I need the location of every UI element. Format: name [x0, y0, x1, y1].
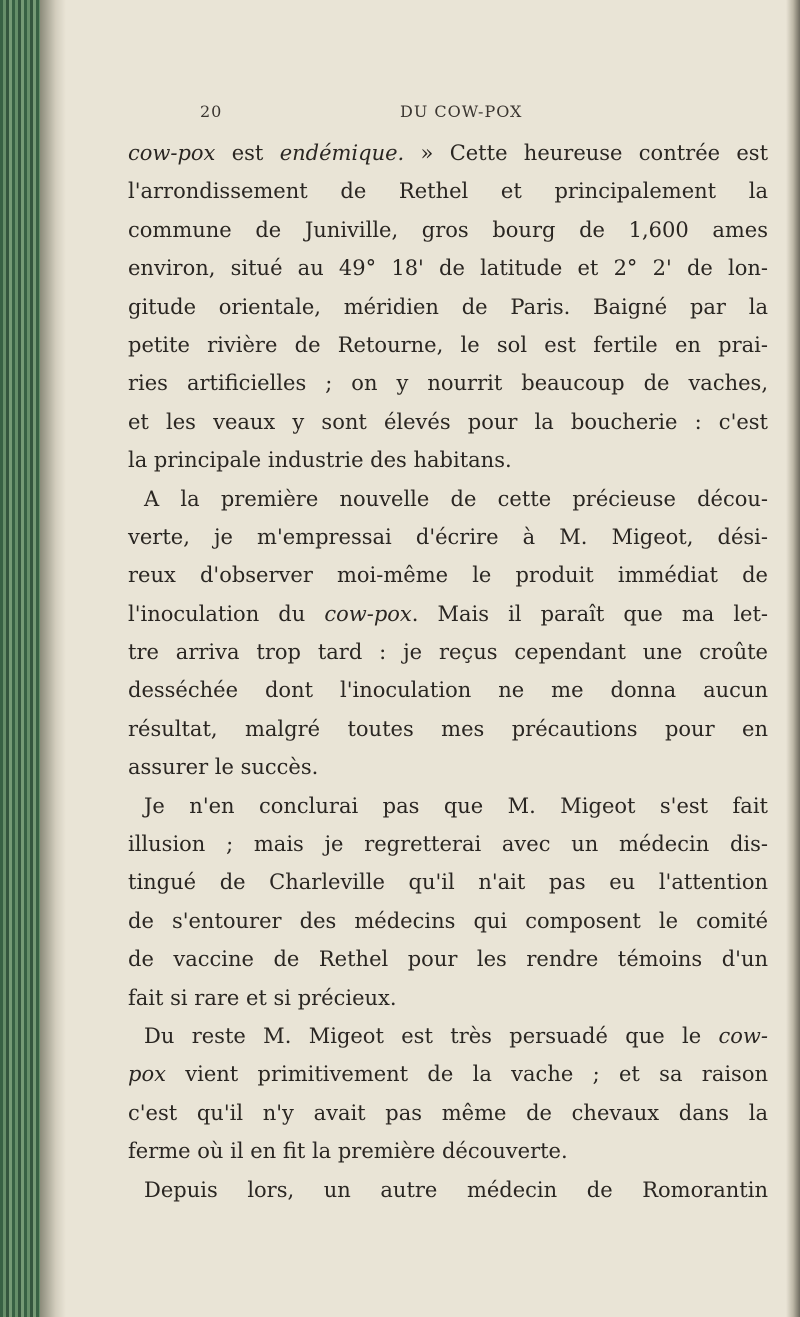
text-line: cow-pox est endémique. » Cette heureuse contrée est	[128, 141, 769, 165]
text-line: l'inoculation du cow-pox. Mais il paraît que ma let-	[128, 601, 768, 626]
page-header	[128, 102, 768, 132]
text-line: pox vient primitivement de la vache ; et sa raison	[128, 1062, 768, 1087]
text-line: reux d'observer moi-même le produit immédiat de	[128, 563, 768, 588]
text-line: l'arrondissement de Rethel et principalement la	[128, 179, 768, 204]
text-line: de vaccine de Rethel pour les rendre témoins d'un	[128, 947, 768, 972]
text-line: environ, situé au 49° 18' de latitude et 2° 2' de lon-	[128, 256, 768, 281]
text-line: illusion ; mais je regretterai avec un médecin dis-	[128, 832, 768, 857]
text-line: tingué de Charleville qu'il n'ait pas eu l'attention	[128, 870, 768, 895]
text-line: Depuis lors, un autre médecin de Romorantin	[144, 1177, 768, 1202]
text-line: ferme où il en fit la première découverte.	[128, 1139, 568, 1164]
text-line: commune de Juniville, gros bourg de 1,600 ames	[128, 217, 768, 242]
text-line: verte, je m'empressai d'écrire à M. Migeot, dési-	[128, 524, 768, 549]
page-number: 20	[200, 102, 223, 121]
text-line: c'est qu'il n'y avait pas même de chevaux dans la	[128, 1100, 768, 1125]
text-line: petite rivière de Retourne, le sol est fertile en prai-	[128, 332, 768, 357]
text-line: Je n'en conclurai pas que M. Migeot s'est fait	[144, 793, 768, 818]
text-line: gitude orientale, méridien de Paris. Baigné par la	[128, 294, 768, 319]
text-line: ries artificielles ; on y nourrit beaucoup de vaches,	[128, 371, 768, 396]
text-line: fait si rare et si précieux.	[128, 985, 397, 1010]
page-edge-shadow	[786, 0, 800, 1317]
text-line: tre arriva trop tard : je reçus cependant une croûte	[128, 640, 768, 665]
body-text	[128, 134, 768, 1209]
text-line: et les veaux y sont élevés pour la boucherie : c'est	[128, 409, 768, 434]
text-line: la principale industrie des habitans.	[128, 448, 512, 473]
text-line: de s'entourer des médecins qui composent le comité	[128, 908, 768, 933]
book-page	[128, 102, 768, 1209]
text-line: assurer le succès.	[128, 755, 319, 780]
running-head: DU COW-POX	[400, 102, 523, 121]
text-line: A la première nouvelle de cette précieuse décou-	[144, 486, 768, 511]
book-spine-binding	[0, 0, 40, 1317]
text-line: desséchée dont l'inoculation ne me donna aucun	[128, 678, 768, 703]
gutter-shadow	[40, 0, 66, 1317]
text-line: résultat, malgré toutes mes précautions pour en	[128, 716, 768, 741]
text-line: Du reste M. Migeot est très persuadé que le cow-	[144, 1023, 768, 1048]
